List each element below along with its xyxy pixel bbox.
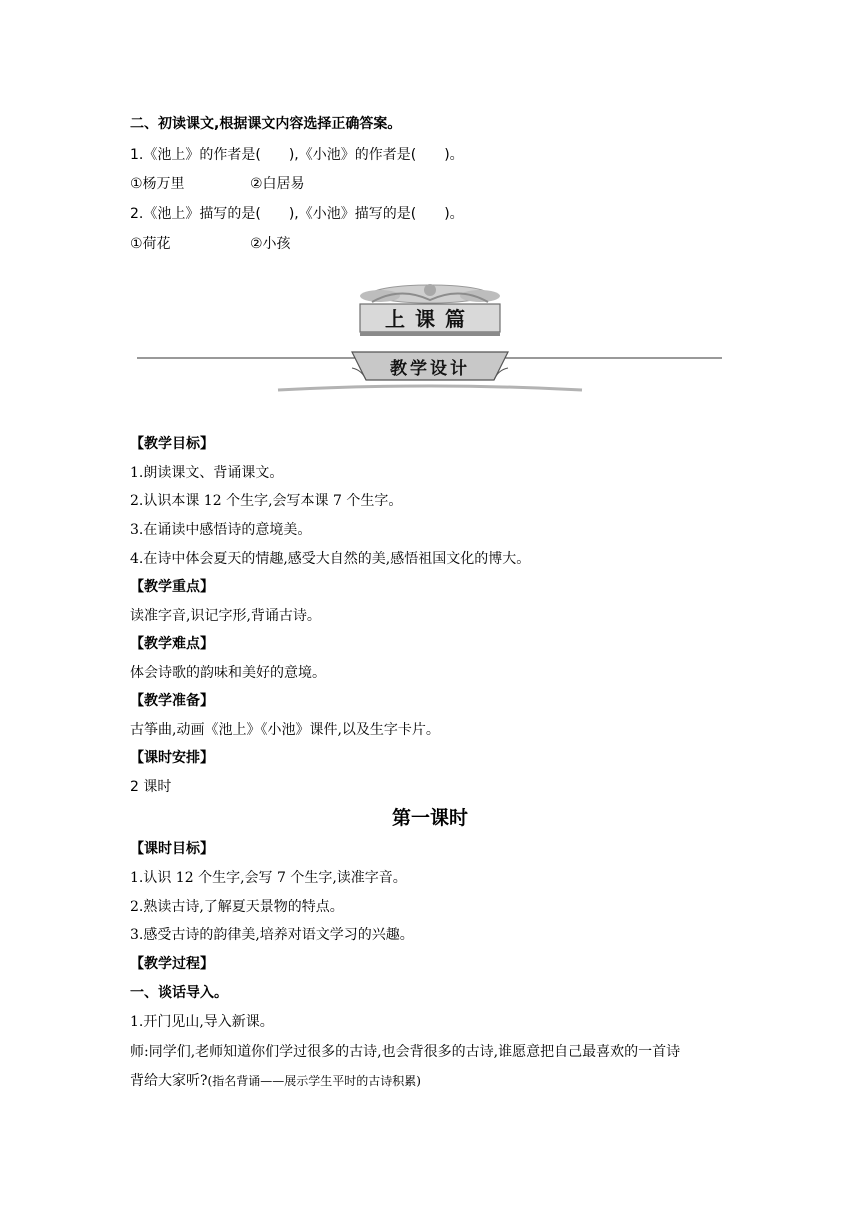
section-banner — [0, 282, 860, 398]
teacher-line-continued — [130, 1071, 421, 1091]
lesson-goals-heading: 【课时目标】 — [130, 841, 214, 857]
lesson-title: 第一课时 — [391, 807, 468, 829]
goals-heading: 【教学目标】 — [130, 436, 214, 452]
teacher-line: 师:同学们,老师知道你们学过很多的古诗,也会背很多的古诗,谁愿意把自己最喜欢的一首诗 — [130, 1044, 681, 1060]
banner-bottom-label: 教学设计 — [390, 359, 470, 379]
schedule-heading: 【课时安排】 — [130, 750, 214, 766]
preparation-heading: 【教学准备】 — [130, 693, 214, 709]
exercise-heading: 二、初读课文,根据课文内容选择正确答案。 — [130, 116, 402, 132]
teacher-note: (指名背诵——展示学生平时的古诗积累) — [207, 1074, 421, 1088]
question-1-options — [130, 174, 305, 194]
question-2: 2.《池上》描写的是( ),《小池》描写的是( )。 — [130, 206, 464, 222]
question-1: 1.《池上》的作者是( ),《小池》的作者是( )。 — [130, 147, 464, 163]
difficulty-heading: 【教学难点】 — [130, 636, 214, 652]
goal-item: 3.在诵读中感悟诗的意境美。 — [130, 522, 312, 538]
banner-top-label: 上课篇 — [385, 307, 475, 331]
lesson-goal-item: 2.熟读古诗,了解夏天景物的特点。 — [130, 899, 344, 915]
banner-underline — [278, 386, 582, 390]
step-1-subheading: 1.开门见山,导入新课。 — [130, 1014, 274, 1030]
teacher-question: 背给大家听? — [130, 1073, 208, 1089]
process-heading: 【教学过程】 — [130, 956, 214, 972]
step-1-heading: 一、谈话导入。 — [130, 985, 228, 1001]
lesson-goal-item: 1.认识 12 个生字,会写 7 个生字,读准字音。 — [130, 870, 407, 886]
question-2-option-b: ②小孩 — [250, 236, 291, 252]
question-2-option-a: ①荷花 — [130, 236, 171, 252]
preparation-text: 古筝曲,动画《池上》《小池》课件,以及生字卡片。 — [130, 722, 440, 738]
lesson-goal-item: 3.感受古诗的韵律美,培养对语文学习的兴趣。 — [130, 927, 414, 943]
goal-item: 1.朗读课文、背诵课文。 — [130, 465, 284, 481]
question-1-option-b: ②白居易 — [250, 176, 305, 192]
question-2-options — [130, 234, 291, 254]
schedule-text: 2 课时 — [130, 779, 172, 795]
question-1-option-a: ①杨万里 — [130, 176, 185, 192]
key-points-text: 读准字音,识记字形,背诵古诗。 — [130, 608, 321, 624]
goal-item: 4.在诗中体会夏天的情趣,感受大自然的美,感悟祖国文化的博大。 — [130, 551, 531, 567]
key-points-heading: 【教学重点】 — [130, 579, 214, 595]
ornament-swirl-icon — [360, 284, 500, 303]
goal-item: 2.认识本课 12 个生字,会写本课 7 个生字。 — [130, 493, 403, 509]
difficulty-text: 体会诗歌的韵味和美好的意境。 — [130, 665, 326, 681]
